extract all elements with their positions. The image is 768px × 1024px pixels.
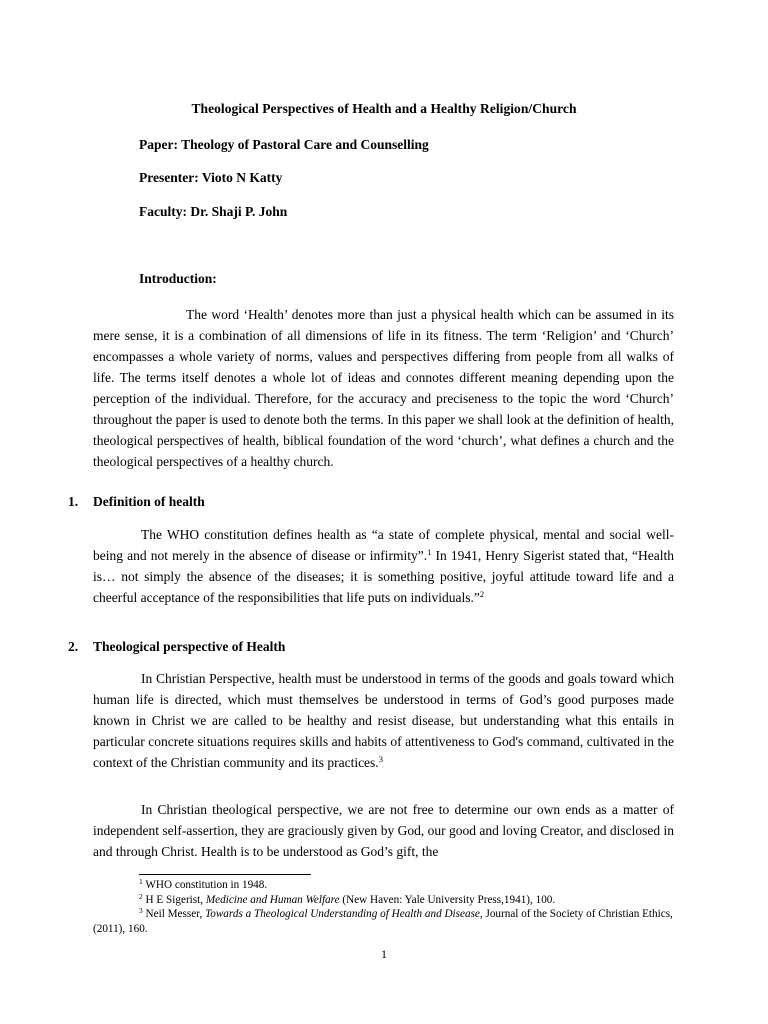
page-number: 1 bbox=[381, 947, 387, 961]
footnote-2-number: 2 bbox=[139, 891, 143, 901]
section-1-number: 1. bbox=[68, 494, 79, 509]
footnote-ref-1: 1 bbox=[427, 547, 432, 557]
footnote-ref-3: 3 bbox=[378, 754, 383, 764]
section-1-title: Definition of health bbox=[93, 494, 205, 509]
section-1-paragraph bbox=[93, 524, 674, 608]
footnote-2 bbox=[93, 893, 674, 908]
footnote-1 bbox=[93, 878, 674, 893]
section-2-text-1: In Christian Perspective, health must be understood in terms of the goods and goals toward which human life is directed, which must themselves be understood in terms of God’s good purposes made known in Christ we are called to be healthy and resist disease, but understanding what this entails in particular concrete situations requires skills and habits of attentiveness to God's command, cultivated in the context of the Christian community and its practices. bbox=[93, 671, 674, 770]
footnote-3-pre: Neil Messer, bbox=[142, 908, 206, 920]
paper-line: Paper: Theology of Pastoral Care and Counselling bbox=[139, 137, 429, 152]
faculty-line: Faculty: Dr. Shaji P. John bbox=[139, 204, 288, 219]
footnote-1-text: WHO constitution in 1948. bbox=[142, 879, 268, 891]
section-2-number: 2. bbox=[68, 639, 79, 654]
footnotes bbox=[93, 878, 674, 936]
footnote-separator bbox=[139, 874, 311, 875]
footnote-3-number: 3 bbox=[139, 906, 143, 915]
section-1-text-b: In 1941, Henry Sigerist stated that, “Health is… not simply the absence of the diseases; it is something positive, joyful attitude toward life and a cheerful acceptance of the responsibilities that life puts on individuals.” bbox=[93, 548, 674, 605]
section-2-paragraph-1 bbox=[93, 668, 674, 773]
footnote-2-post: (New Haven: Yale University Press,1941), 100. bbox=[339, 893, 556, 906]
section-2-paragraph-2: In Christian theological perspective, we are not free to determine our own ends as a matter of independent self-assertion, they are graciously given by God, our good and loving Creator, and disclosed in and through Christ. Health is to be understood as God’s gift, the bbox=[93, 802, 674, 859]
footnote-1-number: 1 bbox=[139, 877, 143, 886]
footnote-2-pre: H E Sigerist, bbox=[142, 893, 206, 906]
footnote-3-post: Journal of the Society of Christian Ethics, (2011), 160. bbox=[93, 908, 673, 935]
introduction-paragraph: The word ‘Health’ denotes more than just a physical health which can be assumed in its mere sense, it is a combination of all dimensions of life in its fitness. The term ‘Religion’ and ‘Church’ encompasses a whole variety of norms, values and perspectives differing from people from all walks of life. The terms itself denotes a whole lot of ideas and connotes different meaning depending upon the perception of the individual. Therefore, for the accuracy and preciseness to the topic the word ‘Church’ throughout the paper is used to denote both the terms. In this paper we shall look at the definition of health, theological perspectives of health, biblical foundation of the word ‘church’, what defines a church and the theological perspectives of a healthy church. bbox=[93, 307, 674, 469]
footnote-3 bbox=[93, 907, 674, 936]
section-2-heading bbox=[68, 639, 285, 655]
footnote-2-title: Medicine and Human Welfare bbox=[205, 893, 340, 906]
section-2-title: Theological perspective of Health bbox=[93, 639, 286, 654]
section-1-heading bbox=[68, 494, 205, 510]
presenter-line: Presenter: Vioto N Katty bbox=[139, 170, 283, 185]
footnote-3-title: Towards a Theological Understanding of Health and Disease, bbox=[205, 908, 483, 920]
introduction-heading: Introduction: bbox=[139, 271, 217, 286]
footnote-ref-2: 2 bbox=[479, 589, 485, 599]
section-1-text-a: The WHO constitution defines health as “a state of complete physical, mental and social well-being and not merely in the absence of disease or infirmity”. bbox=[93, 527, 674, 563]
document-title: Theological Perspectives of Health and a Healthy Religion/Church bbox=[191, 101, 577, 116]
